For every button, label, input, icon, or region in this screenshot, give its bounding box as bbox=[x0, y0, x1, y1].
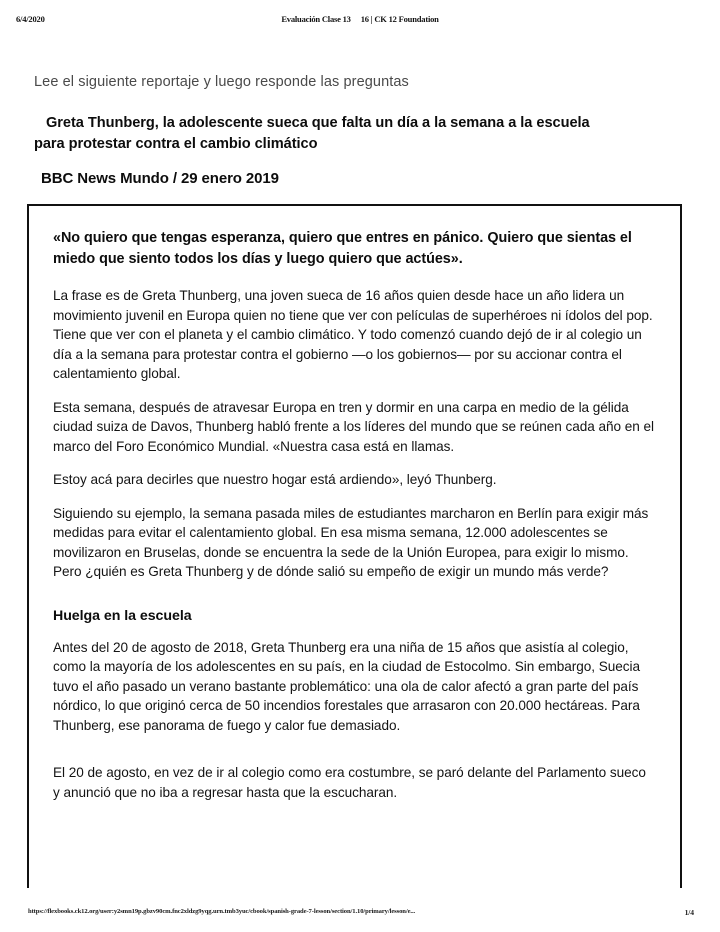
paragraph-spacer bbox=[47, 749, 656, 763]
instruction-text: Lee el siguiente reportaje y luego responde las preguntas bbox=[34, 74, 409, 90]
article-paragraph: La frase es de Greta Thunberg, una joven sueca de 16 años quien desde hace un año lidera un movimiento juvenil en Europa quien no tiene que ver con películas de superhéroes ni ídolos del pop. Tiene que ver con el planeta y el cambio climático. Y todo comenzó cuando dejó de ir al colegio un día a la semana para protestar contra el gobierno —o los gobiernos— por su accionar contra el calentamiento global. bbox=[53, 288, 653, 381]
print-footer-page-number: 1/4 bbox=[684, 908, 694, 917]
article-paragraph: Antes del 20 de agosto de 2018, Greta Thunberg era una niña de 15 años que asistía al colegio, como la mayoría de los adolescentes en su país, en la ciudad de Estocolmo. Sin embargo, Suecia tuvo el año pasado un verano bastante problemático: una ola de calor afectó a gran parte del país nórdico, lo que originó cerca de 50 incendios forestales que arrasaron con 20.000 hectáreas. Para Thunberg, ese panorama de fuego y calor fue demasiado. bbox=[53, 639, 640, 733]
print-header-title-left: Evaluación Clase 13 bbox=[281, 14, 351, 24]
print-header-title-right: 16 | CK 12 Foundation bbox=[360, 14, 439, 24]
article-section-heading: Huelga en la escuela bbox=[53, 607, 192, 624]
article-pull-quote: «No quiero que tengas esperanza, quiero que entres en pánico. Quiero que sientas el miedo que siento todos los días y luego quiero que actúes». bbox=[53, 230, 632, 267]
article-paragraph: Estoy acá para decirles que nuestro hogar está ardiendo», leyó Thunberg. bbox=[53, 472, 497, 487]
article-paragraph: Esta semana, después de atravesar Europa en tren y dormir en una carpa en medio de la gélida ciudad suiza de Davos, Thunberg habló frente a los líderes del mundo que se reúnen cada año en el marco del Foro Económico Mundial. «Nuestra casa está en llamas. bbox=[53, 399, 654, 454]
article-title-line-1: Greta Thunberg, la adolescente sueca que falta un día a la semana a la escuela bbox=[46, 115, 590, 131]
article-body bbox=[29, 206, 680, 802]
article-title bbox=[34, 113, 667, 155]
article-paragraph: El 20 de agosto, en vez de ir al colegio como era costumbre, se paró delante del Parlamento sueco y anunció que no iba a regresar hasta que la escucharan. bbox=[53, 765, 646, 800]
print-footer bbox=[0, 908, 720, 920]
article-byline: BBC News Mundo / 29 enero 2019 bbox=[41, 170, 279, 187]
article-box bbox=[27, 204, 682, 888]
print-header bbox=[0, 14, 720, 28]
article-title-line-2: para protestar contra el cambio climático bbox=[34, 136, 318, 152]
article-paragraph: Siguiendo su ejemplo, la semana pasada miles de estudiantes marcharon en Berlín para exigir más medidas para evitar el calentamiento global. En esa misma semana, 12.000 adolescentes se movilizaron en Bruselas, donde se encuentra la sede de la Unión Europea, para exigir lo mismo. Pero ¿quién es Greta Thunberg y de dónde salió su empeño de exigir un mundo más verde? bbox=[53, 505, 649, 579]
print-header-date: 6/4/2020 bbox=[16, 14, 45, 24]
print-header-title bbox=[0, 14, 720, 24]
print-footer-url: https://flexbooks.ck12.org/user:y2smn19p.gbzv90cm.fnc2xldzg9yqg.urn.tmb3yuc/cbook/spanish-grade-7-lesson/section/1.10/primary/lesson/e... bbox=[28, 908, 416, 915]
